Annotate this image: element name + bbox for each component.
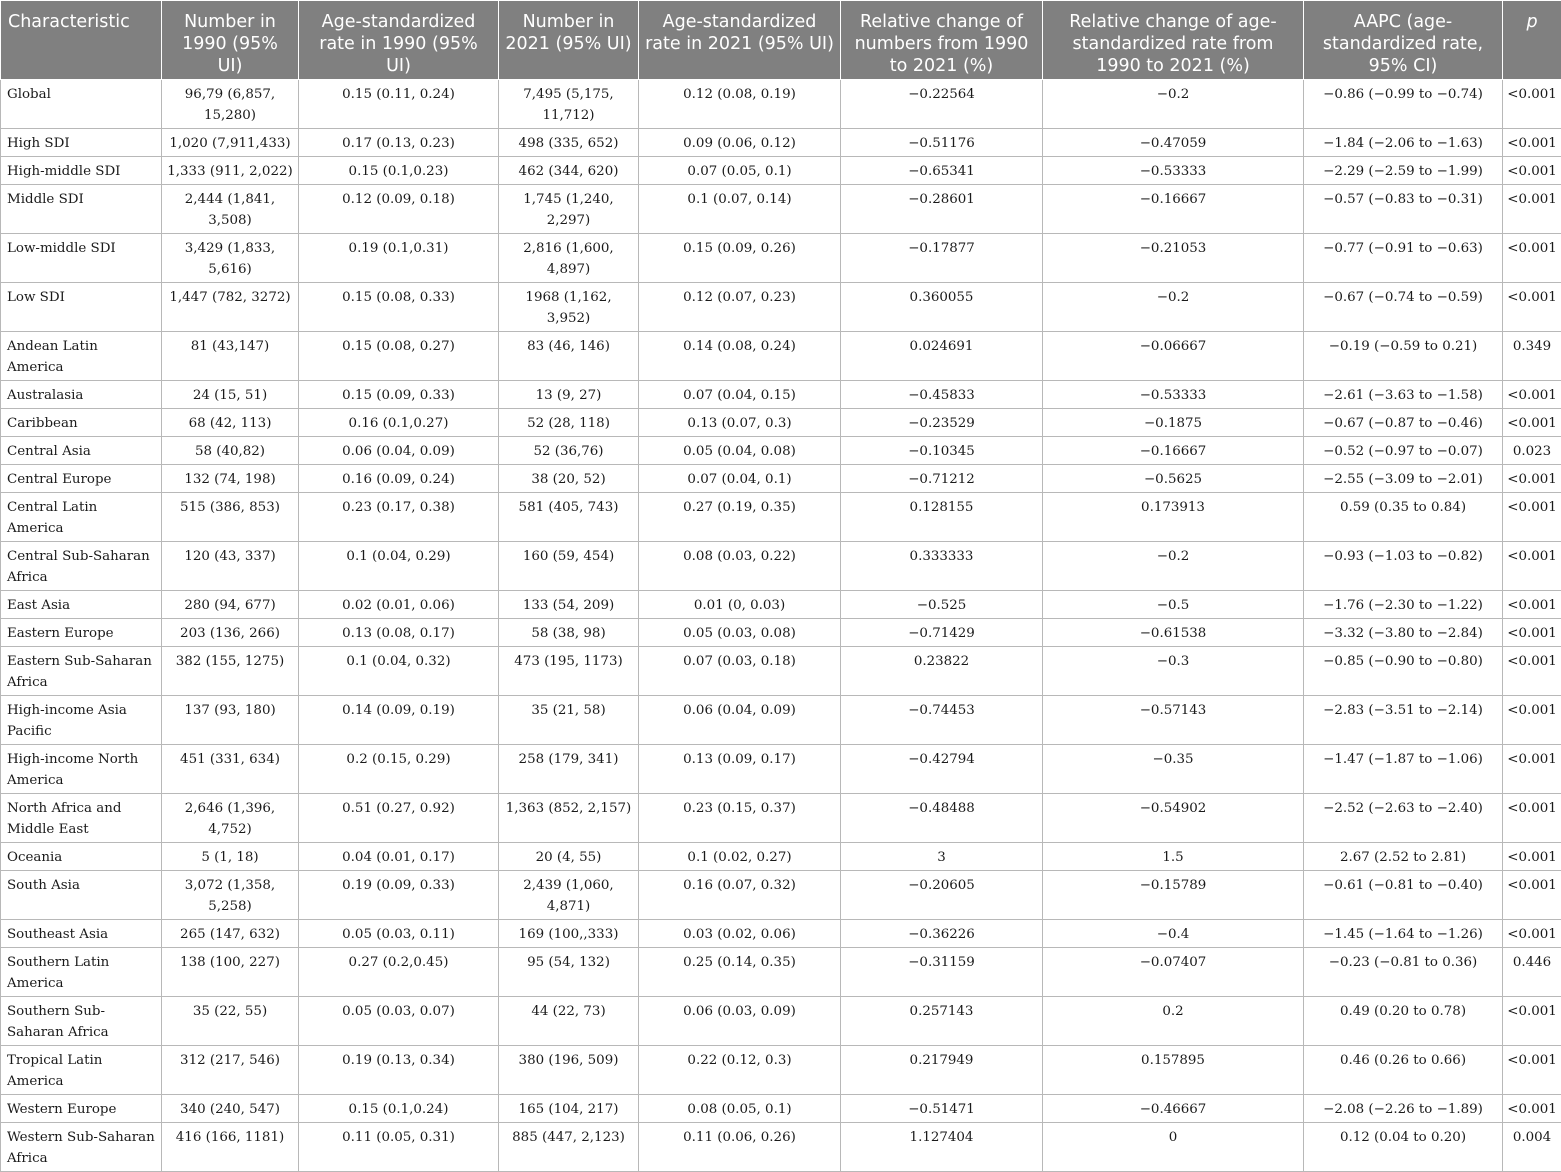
cell-number-2021: 44 (22, 73) xyxy=(499,997,639,1046)
table-row xyxy=(1,493,1561,542)
cell-relative-change-numbers: 0.333333 xyxy=(841,542,1043,591)
header-relative-change-asr: Relative change of age-standardized rate from 1990 to 2021 (%) xyxy=(1043,1,1304,80)
cell-asr-1990: 0.19 (0.13, 0.34) xyxy=(299,1046,499,1095)
table-body xyxy=(1,80,1561,1172)
cell-p-value: <0.001 xyxy=(1503,920,1561,948)
cell-aapc: 0.49 (0.20 to 0.78) xyxy=(1304,997,1503,1046)
cell-number-2021: 133 (54, 209) xyxy=(499,591,639,619)
cell-asr-1990: 0.23 (0.17, 0.38) xyxy=(299,493,499,542)
cell-asr-1990: 0.1 (0.04, 0.32) xyxy=(299,647,499,696)
cell-asr-2021: 0.07 (0.03, 0.18) xyxy=(639,647,841,696)
cell-relative-change-asr: −0.15789 xyxy=(1043,871,1304,920)
table-row xyxy=(1,696,1561,745)
table-row xyxy=(1,283,1561,332)
table-row xyxy=(1,794,1561,843)
header-aapc: AAPC (age-standardized rate, 95% CI) xyxy=(1304,1,1503,80)
cell-p-value: <0.001 xyxy=(1503,493,1561,542)
cell-asr-2021: 0.16 (0.07, 0.32) xyxy=(639,871,841,920)
cell-aapc: 2.67 (2.52 to 2.81) xyxy=(1304,843,1503,871)
header-number-2021: Number in 2021 (95% UI) xyxy=(499,1,639,80)
cell-number-1990: 1,333 (911, 2,022) xyxy=(162,157,299,185)
cell-relative-change-numbers: −0.23529 xyxy=(841,409,1043,437)
cell-number-1990: 58 (40,82) xyxy=(162,437,299,465)
cell-aapc: −2.55 (−3.09 to −2.01) xyxy=(1304,465,1503,493)
cell-relative-change-numbers: −0.42794 xyxy=(841,745,1043,794)
cell-number-2021: 498 (335, 652) xyxy=(499,129,639,157)
table-row xyxy=(1,1123,1561,1172)
cell-asr-1990: 0.15 (0.11, 0.24) xyxy=(299,80,499,129)
cell-asr-2021: 0.23 (0.15, 0.37) xyxy=(639,794,841,843)
cell-relative-change-asr: −0.06667 xyxy=(1043,332,1304,381)
cell-characteristic: Eastern Sub-Saharan Africa xyxy=(1,647,162,696)
cell-relative-change-asr: −0.4 xyxy=(1043,920,1304,948)
cell-aapc: −0.86 (−0.99 to −0.74) xyxy=(1304,80,1503,129)
cell-number-1990: 382 (155, 1275) xyxy=(162,647,299,696)
cell-aapc: −2.52 (−2.63 to −2.40) xyxy=(1304,794,1503,843)
cell-number-2021: 38 (20, 52) xyxy=(499,465,639,493)
cell-characteristic: Low SDI xyxy=(1,283,162,332)
cell-asr-2021: 0.13 (0.07, 0.3) xyxy=(639,409,841,437)
header-p-value: p xyxy=(1503,1,1561,80)
cell-number-1990: 2,444 (1,841, 3,508) xyxy=(162,185,299,234)
table-row xyxy=(1,129,1561,157)
cell-aapc: −0.57 (−0.83 to −0.31) xyxy=(1304,185,1503,234)
cell-asr-2021: 0.1 (0.02, 0.27) xyxy=(639,843,841,871)
cell-relative-change-asr: −0.3 xyxy=(1043,647,1304,696)
table-row xyxy=(1,591,1561,619)
cell-number-1990: 340 (240, 547) xyxy=(162,1095,299,1123)
cell-asr-2021: 0.06 (0.04, 0.09) xyxy=(639,696,841,745)
cell-aapc: −1.76 (−2.30 to −1.22) xyxy=(1304,591,1503,619)
cell-characteristic: Central Sub-Saharan Africa xyxy=(1,542,162,591)
cell-characteristic: Caribbean xyxy=(1,409,162,437)
cell-p-value: <0.001 xyxy=(1503,542,1561,591)
cell-number-2021: 58 (38, 98) xyxy=(499,619,639,647)
cell-asr-2021: 0.12 (0.07, 0.23) xyxy=(639,283,841,332)
cell-number-1990: 35 (22, 55) xyxy=(162,997,299,1046)
cell-relative-change-asr: −0.07407 xyxy=(1043,948,1304,997)
cell-characteristic: Oceania xyxy=(1,843,162,871)
cell-relative-change-asr: −0.5625 xyxy=(1043,465,1304,493)
table-row xyxy=(1,871,1561,920)
cell-aapc: 0.46 (0.26 to 0.66) xyxy=(1304,1046,1503,1095)
cell-number-1990: 120 (43, 337) xyxy=(162,542,299,591)
cell-relative-change-numbers: 0.257143 xyxy=(841,997,1043,1046)
table-row xyxy=(1,157,1561,185)
cell-relative-change-asr: 0.157895 xyxy=(1043,1046,1304,1095)
table-row xyxy=(1,234,1561,283)
cell-asr-2021: 0.09 (0.06, 0.12) xyxy=(639,129,841,157)
cell-p-value: <0.001 xyxy=(1503,1095,1561,1123)
cell-relative-change-asr: −0.61538 xyxy=(1043,619,1304,647)
cell-relative-change-numbers: −0.71212 xyxy=(841,465,1043,493)
table-row xyxy=(1,843,1561,871)
cell-relative-change-asr: −0.21053 xyxy=(1043,234,1304,283)
cell-number-1990: 132 (74, 198) xyxy=(162,465,299,493)
cell-p-value: 0.004 xyxy=(1503,1123,1561,1172)
cell-characteristic: High SDI xyxy=(1,129,162,157)
cell-relative-change-numbers: 0.360055 xyxy=(841,283,1043,332)
cell-asr-2021: 0.01 (0, 0.03) xyxy=(639,591,841,619)
cell-number-2021: 35 (21, 58) xyxy=(499,696,639,745)
cell-asr-1990: 0.13 (0.08, 0.17) xyxy=(299,619,499,647)
cell-relative-change-asr: 1.5 xyxy=(1043,843,1304,871)
cell-asr-2021: 0.07 (0.05, 0.1) xyxy=(639,157,841,185)
cell-number-1990: 96,79 (6,857, 15,280) xyxy=(162,80,299,129)
cell-aapc: 0.12 (0.04 to 0.20) xyxy=(1304,1123,1503,1172)
table-row xyxy=(1,647,1561,696)
cell-characteristic: South Asia xyxy=(1,871,162,920)
cell-relative-change-numbers: −0.74453 xyxy=(841,696,1043,745)
table-row xyxy=(1,332,1561,381)
cell-number-2021: 1968 (1,162, 3,952) xyxy=(499,283,639,332)
cell-number-2021: 462 (344, 620) xyxy=(499,157,639,185)
cell-aapc: −0.19 (−0.59 to 0.21) xyxy=(1304,332,1503,381)
cell-asr-2021: 0.14 (0.08, 0.24) xyxy=(639,332,841,381)
cell-asr-1990: 0.14 (0.09, 0.19) xyxy=(299,696,499,745)
cell-aapc: −2.83 (−3.51 to −2.14) xyxy=(1304,696,1503,745)
table-row xyxy=(1,381,1561,409)
cell-asr-2021: 0.13 (0.09, 0.17) xyxy=(639,745,841,794)
table-row xyxy=(1,948,1561,997)
cell-characteristic: High-middle SDI xyxy=(1,157,162,185)
header-asr-2021: Age-standardized rate in 2021 (95% UI) xyxy=(639,1,841,80)
cell-asr-2021: 0.08 (0.03, 0.22) xyxy=(639,542,841,591)
table-header xyxy=(1,1,1561,80)
cell-aapc: 0.59 (0.35 to 0.84) xyxy=(1304,493,1503,542)
cell-number-1990: 138 (100, 227) xyxy=(162,948,299,997)
cell-relative-change-asr: −0.2 xyxy=(1043,542,1304,591)
cell-characteristic: Western Sub-Saharan Africa xyxy=(1,1123,162,1172)
cell-characteristic: Southern Latin America xyxy=(1,948,162,997)
cell-number-2021: 52 (36,76) xyxy=(499,437,639,465)
cell-number-2021: 7,495 (5,175, 11,712) xyxy=(499,80,639,129)
cell-p-value: <0.001 xyxy=(1503,843,1561,871)
cell-number-1990: 312 (217, 546) xyxy=(162,1046,299,1095)
cell-asr-2021: 0.22 (0.12, 0.3) xyxy=(639,1046,841,1095)
cell-asr-1990: 0.16 (0.1,0.27) xyxy=(299,409,499,437)
cell-aapc: −0.67 (−0.74 to −0.59) xyxy=(1304,283,1503,332)
cell-p-value: 0.023 xyxy=(1503,437,1561,465)
cell-relative-change-asr: −0.57143 xyxy=(1043,696,1304,745)
cell-aapc: −0.77 (−0.91 to −0.63) xyxy=(1304,234,1503,283)
cell-aapc: −1.84 (−2.06 to −1.63) xyxy=(1304,129,1503,157)
table-row xyxy=(1,409,1561,437)
cell-aapc: −0.93 (−1.03 to −0.82) xyxy=(1304,542,1503,591)
cell-p-value: <0.001 xyxy=(1503,409,1561,437)
cell-characteristic: Andean Latin America xyxy=(1,332,162,381)
cell-asr-2021: 0.05 (0.04, 0.08) xyxy=(639,437,841,465)
cell-number-2021: 2,816 (1,600, 4,897) xyxy=(499,234,639,283)
cell-aapc: −1.47 (−1.87 to −1.06) xyxy=(1304,745,1503,794)
cell-asr-2021: 0.27 (0.19, 0.35) xyxy=(639,493,841,542)
cell-relative-change-numbers: −0.22564 xyxy=(841,80,1043,129)
cell-relative-change-numbers: −0.36226 xyxy=(841,920,1043,948)
cell-number-2021: 473 (195, 1173) xyxy=(499,647,639,696)
cell-number-1990: 451 (331, 634) xyxy=(162,745,299,794)
cell-relative-change-asr: 0.2 xyxy=(1043,997,1304,1046)
cell-number-1990: 1,020 (7,911,433) xyxy=(162,129,299,157)
cell-characteristic: Middle SDI xyxy=(1,185,162,234)
cell-asr-1990: 0.17 (0.13, 0.23) xyxy=(299,129,499,157)
cell-aapc: −2.61 (−3.63 to −1.58) xyxy=(1304,381,1503,409)
cell-asr-1990: 0.05 (0.03, 0.07) xyxy=(299,997,499,1046)
header-number-1990: Number in 1990 (95% UI) xyxy=(162,1,299,80)
cell-characteristic: Southeast Asia xyxy=(1,920,162,948)
cell-characteristic: High-income Asia Pacific xyxy=(1,696,162,745)
cell-number-1990: 137 (93, 180) xyxy=(162,696,299,745)
cell-relative-change-numbers: −0.45833 xyxy=(841,381,1043,409)
cell-p-value: <0.001 xyxy=(1503,465,1561,493)
cell-asr-1990: 0.04 (0.01, 0.17) xyxy=(299,843,499,871)
cell-p-value: <0.001 xyxy=(1503,185,1561,234)
cell-number-1990: 81 (43,147) xyxy=(162,332,299,381)
cell-asr-1990: 0.15 (0.08, 0.27) xyxy=(299,332,499,381)
table-row xyxy=(1,437,1561,465)
cell-aapc: −2.29 (−2.59 to −1.99) xyxy=(1304,157,1503,185)
cell-characteristic: Southern Sub-Saharan Africa xyxy=(1,997,162,1046)
cell-p-value: <0.001 xyxy=(1503,283,1561,332)
table-row xyxy=(1,80,1561,129)
cell-aapc: −0.23 (−0.81 to 0.36) xyxy=(1304,948,1503,997)
cell-asr-1990: 0.51 (0.27, 0.92) xyxy=(299,794,499,843)
cell-relative-change-asr: −0.53333 xyxy=(1043,157,1304,185)
cell-asr-2021: 0.08 (0.05, 0.1) xyxy=(639,1095,841,1123)
cell-number-2021: 95 (54, 132) xyxy=(499,948,639,997)
cell-number-2021: 52 (28, 118) xyxy=(499,409,639,437)
cell-number-1990: 203 (136, 266) xyxy=(162,619,299,647)
header-asr-1990: Age-standardized rate in 1990 (95% UI) xyxy=(299,1,499,80)
cell-p-value: <0.001 xyxy=(1503,1046,1561,1095)
cell-p-value: 0.349 xyxy=(1503,332,1561,381)
cell-aapc: −0.85 (−0.90 to −0.80) xyxy=(1304,647,1503,696)
cell-asr-2021: 0.07 (0.04, 0.15) xyxy=(639,381,841,409)
cell-asr-2021: 0.11 (0.06, 0.26) xyxy=(639,1123,841,1172)
table-row xyxy=(1,1046,1561,1095)
cell-relative-change-numbers: −0.28601 xyxy=(841,185,1043,234)
cell-asr-2021: 0.03 (0.02, 0.06) xyxy=(639,920,841,948)
cell-p-value: <0.001 xyxy=(1503,591,1561,619)
cell-number-1990: 416 (166, 1181) xyxy=(162,1123,299,1172)
cell-aapc: −0.61 (−0.81 to −0.40) xyxy=(1304,871,1503,920)
cell-relative-change-asr: −0.2 xyxy=(1043,80,1304,129)
cell-asr-1990: 0.19 (0.1,0.31) xyxy=(299,234,499,283)
cell-asr-2021: 0.25 (0.14, 0.35) xyxy=(639,948,841,997)
cell-p-value: <0.001 xyxy=(1503,80,1561,129)
cell-relative-change-numbers: −0.17877 xyxy=(841,234,1043,283)
cell-relative-change-asr: −0.5 xyxy=(1043,591,1304,619)
cell-relative-change-asr: 0.173913 xyxy=(1043,493,1304,542)
cell-relative-change-numbers: 1.127404 xyxy=(841,1123,1043,1172)
cell-relative-change-numbers: −0.31159 xyxy=(841,948,1043,997)
cell-characteristic: Central Asia xyxy=(1,437,162,465)
header-relative-change-numbers: Relative change of numbers from 1990 to 2021 (%) xyxy=(841,1,1043,80)
cell-relative-change-numbers: 0.024691 xyxy=(841,332,1043,381)
cell-p-value: <0.001 xyxy=(1503,157,1561,185)
cell-p-value: <0.001 xyxy=(1503,647,1561,696)
cell-relative-change-asr: 0 xyxy=(1043,1123,1304,1172)
cell-relative-change-numbers: −0.51471 xyxy=(841,1095,1043,1123)
cell-asr-2021: 0.12 (0.08, 0.19) xyxy=(639,80,841,129)
cell-relative-change-numbers: −0.525 xyxy=(841,591,1043,619)
table-row xyxy=(1,619,1561,647)
cell-p-value: <0.001 xyxy=(1503,696,1561,745)
table-row xyxy=(1,920,1561,948)
cell-characteristic: Eastern Europe xyxy=(1,619,162,647)
cell-number-2021: 2,439 (1,060, 4,871) xyxy=(499,871,639,920)
cell-asr-1990: 0.2 (0.15, 0.29) xyxy=(299,745,499,794)
cell-asr-2021: 0.05 (0.03, 0.08) xyxy=(639,619,841,647)
cell-asr-2021: 0.06 (0.03, 0.09) xyxy=(639,997,841,1046)
cell-relative-change-numbers: −0.10345 xyxy=(841,437,1043,465)
cell-number-1990: 3,429 (1,833, 5,616) xyxy=(162,234,299,283)
cell-number-1990: 265 (147, 632) xyxy=(162,920,299,948)
cell-aapc: −1.45 (−1.64 to −1.26) xyxy=(1304,920,1503,948)
cell-number-2021: 20 (4, 55) xyxy=(499,843,639,871)
cell-number-1990: 3,072 (1,358, 5,258) xyxy=(162,871,299,920)
table-row xyxy=(1,465,1561,493)
cell-characteristic: Central Europe xyxy=(1,465,162,493)
cell-relative-change-numbers: −0.20605 xyxy=(841,871,1043,920)
cell-number-1990: 1,447 (782, 3272) xyxy=(162,283,299,332)
cell-asr-1990: 0.19 (0.09, 0.33) xyxy=(299,871,499,920)
cell-number-2021: 160 (59, 454) xyxy=(499,542,639,591)
cell-number-2021: 83 (46, 146) xyxy=(499,332,639,381)
cell-asr-1990: 0.16 (0.09, 0.24) xyxy=(299,465,499,493)
cell-p-value: <0.001 xyxy=(1503,745,1561,794)
cell-relative-change-asr: −0.47059 xyxy=(1043,129,1304,157)
table-row xyxy=(1,997,1561,1046)
cell-relative-change-asr: −0.46667 xyxy=(1043,1095,1304,1123)
cell-asr-1990: 0.15 (0.08, 0.33) xyxy=(299,283,499,332)
cell-aapc: −3.32 (−3.80 to −2.84) xyxy=(1304,619,1503,647)
cell-relative-change-numbers: 0.217949 xyxy=(841,1046,1043,1095)
cell-p-value: <0.001 xyxy=(1503,129,1561,157)
table-row xyxy=(1,542,1561,591)
cell-relative-change-numbers: −0.51176 xyxy=(841,129,1043,157)
cell-relative-change-asr: −0.2 xyxy=(1043,283,1304,332)
cell-p-value: <0.001 xyxy=(1503,871,1561,920)
cell-characteristic: Central Latin America xyxy=(1,493,162,542)
cell-asr-1990: 0.1 (0.04, 0.29) xyxy=(299,542,499,591)
cell-relative-change-numbers: 3 xyxy=(841,843,1043,871)
cell-asr-1990: 0.02 (0.01, 0.06) xyxy=(299,591,499,619)
cell-asr-1990: 0.27 (0.2,0.45) xyxy=(299,948,499,997)
header-characteristic: Characteristic xyxy=(1,1,162,80)
cell-number-2021: 1,745 (1,240, 2,297) xyxy=(499,185,639,234)
cell-characteristic: Low-middle SDI xyxy=(1,234,162,283)
cell-asr-1990: 0.12 (0.09, 0.18) xyxy=(299,185,499,234)
cell-relative-change-asr: −0.1875 xyxy=(1043,409,1304,437)
cell-number-2021: 258 (179, 341) xyxy=(499,745,639,794)
cell-relative-change-numbers: −0.71429 xyxy=(841,619,1043,647)
cell-characteristic: Western Europe xyxy=(1,1095,162,1123)
cell-asr-2021: 0.15 (0.09, 0.26) xyxy=(639,234,841,283)
cell-characteristic: High-income North America xyxy=(1,745,162,794)
cell-asr-1990: 0.15 (0.1,0.24) xyxy=(299,1095,499,1123)
cell-p-value: <0.001 xyxy=(1503,381,1561,409)
cell-asr-1990: 0.11 (0.05, 0.31) xyxy=(299,1123,499,1172)
cell-number-1990: 68 (42, 113) xyxy=(162,409,299,437)
cell-number-2021: 165 (104, 217) xyxy=(499,1095,639,1123)
table-row xyxy=(1,1095,1561,1123)
cell-characteristic: North Africa and Middle East xyxy=(1,794,162,843)
cell-p-value: 0.446 xyxy=(1503,948,1561,997)
cell-number-2021: 885 (447, 2,123) xyxy=(499,1123,639,1172)
cell-aapc: −0.52 (−0.97 to −0.07) xyxy=(1304,437,1503,465)
cell-p-value: <0.001 xyxy=(1503,794,1561,843)
cell-relative-change-asr: −0.16667 xyxy=(1043,185,1304,234)
cell-number-1990: 515 (386, 853) xyxy=(162,493,299,542)
cell-asr-2021: 0.1 (0.07, 0.14) xyxy=(639,185,841,234)
cell-relative-change-numbers: 0.128155 xyxy=(841,493,1043,542)
cell-characteristic: East Asia xyxy=(1,591,162,619)
cell-aapc: −0.67 (−0.87 to −0.46) xyxy=(1304,409,1503,437)
cell-number-1990: 280 (94, 677) xyxy=(162,591,299,619)
cell-p-value: <0.001 xyxy=(1503,619,1561,647)
cell-relative-change-numbers: −0.48488 xyxy=(841,794,1043,843)
table-row xyxy=(1,745,1561,794)
cell-aapc: −2.08 (−2.26 to −1.89) xyxy=(1304,1095,1503,1123)
cell-characteristic: Global xyxy=(1,80,162,129)
cell-number-2021: 1,363 (852, 2,157) xyxy=(499,794,639,843)
cell-number-2021: 13 (9, 27) xyxy=(499,381,639,409)
cell-p-value: <0.001 xyxy=(1503,997,1561,1046)
cell-number-1990: 2,646 (1,396, 4,752) xyxy=(162,794,299,843)
cell-characteristic: Australasia xyxy=(1,381,162,409)
cell-relative-change-asr: −0.53333 xyxy=(1043,381,1304,409)
cell-asr-1990: 0.15 (0.1,0.23) xyxy=(299,157,499,185)
cell-number-2021: 380 (196, 509) xyxy=(499,1046,639,1095)
cell-number-1990: 24 (15, 51) xyxy=(162,381,299,409)
table-row xyxy=(1,185,1561,234)
cell-relative-change-asr: −0.35 xyxy=(1043,745,1304,794)
cell-p-value: <0.001 xyxy=(1503,234,1561,283)
cell-asr-1990: 0.15 (0.09, 0.33) xyxy=(299,381,499,409)
cell-relative-change-asr: −0.54902 xyxy=(1043,794,1304,843)
header-row xyxy=(1,1,1561,80)
cell-relative-change-numbers: 0.23822 xyxy=(841,647,1043,696)
cell-asr-1990: 0.06 (0.04, 0.09) xyxy=(299,437,499,465)
cell-relative-change-asr: −0.16667 xyxy=(1043,437,1304,465)
cell-number-1990: 5 (1, 18) xyxy=(162,843,299,871)
cell-relative-change-numbers: −0.65341 xyxy=(841,157,1043,185)
cell-number-2021: 581 (405, 743) xyxy=(499,493,639,542)
cell-asr-1990: 0.05 (0.03, 0.11) xyxy=(299,920,499,948)
cell-number-2021: 169 (100,,333) xyxy=(499,920,639,948)
cell-asr-2021: 0.07 (0.04, 0.1) xyxy=(639,465,841,493)
cell-characteristic: Tropical Latin America xyxy=(1,1046,162,1095)
